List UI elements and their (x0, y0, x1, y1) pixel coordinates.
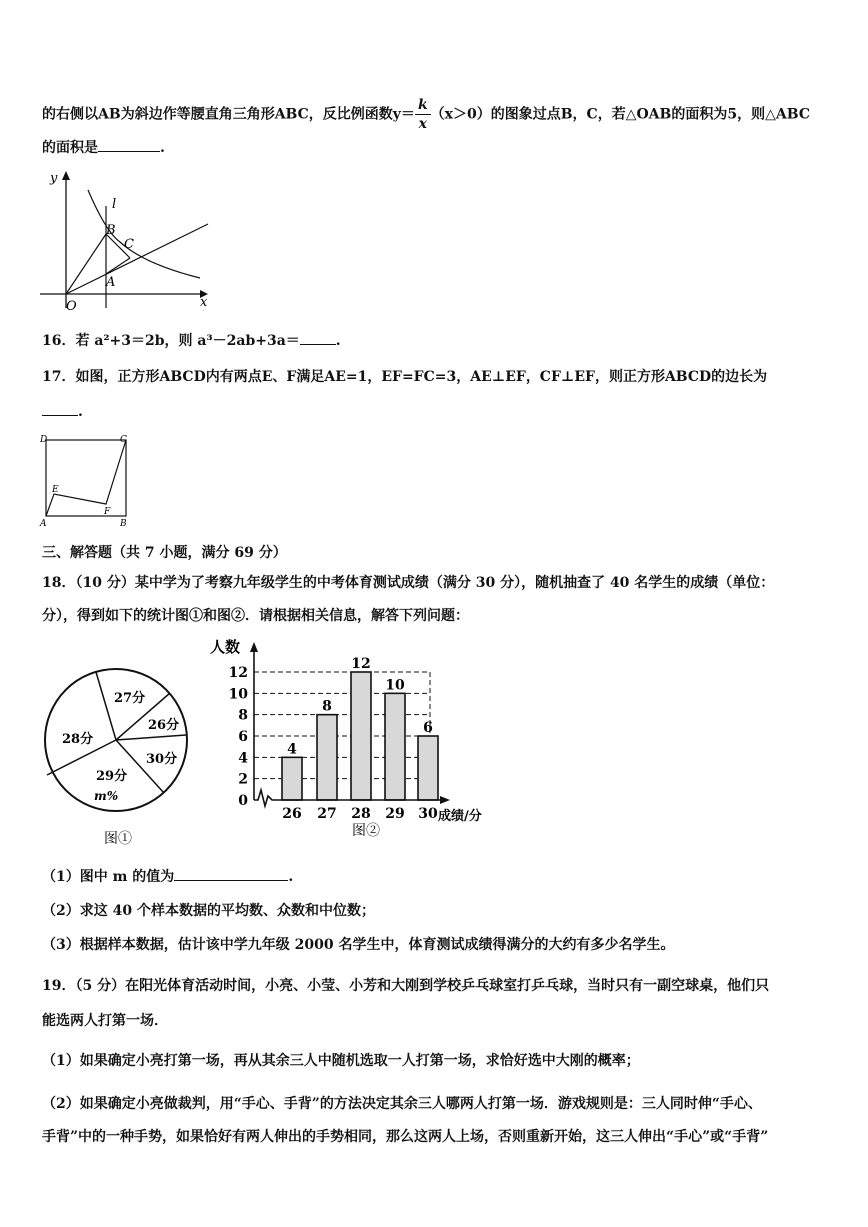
q15-line1 (42, 96, 810, 133)
q17-figure (38, 432, 138, 528)
q15-frac-num: k (415, 96, 431, 115)
label-d: D (40, 435, 48, 445)
q15-fraction (415, 96, 431, 133)
q15-answer-blank[interactable] (98, 137, 160, 152)
bar-29 (385, 693, 405, 800)
q17-line2 (42, 401, 83, 420)
q15-line1-b: （x＞0）的图象过点B，C，若△OAB的面积为5，则△ABC (430, 106, 810, 123)
bar-26 (282, 757, 302, 800)
path-aefc (46, 440, 126, 516)
bar-30 (418, 736, 438, 800)
y-tick-6: 6 (238, 729, 248, 745)
label-a: A (40, 519, 47, 528)
label-b: B (106, 223, 116, 238)
q15-line2 (42, 137, 165, 157)
bar-value-label-28: 12 (351, 656, 371, 672)
q17-line1: 17．如图，正方形ABCD内有两点E、F满足AE=1，EF=FC=3，AE⊥EF，CF⊥EF，则正方形ABCD的边长为 (42, 369, 768, 385)
label-b: B (120, 519, 127, 528)
y-tick-8: 8 (238, 707, 248, 724)
q15-figure (36, 166, 216, 314)
bar-value-label-30: 6 (423, 720, 433, 736)
x-tick-28: 28 (351, 806, 371, 822)
label-x: x (200, 295, 208, 310)
q18-part1 (42, 866, 293, 886)
bar-chart-figure2 (206, 632, 506, 844)
q19-line2: 能选两人打第一场． (42, 1013, 168, 1029)
bar-value-label-27: 8 (322, 698, 332, 715)
y-axis-arrow (250, 642, 258, 652)
pie-label-28: 28分 (62, 732, 94, 747)
y-axis-title: 人数 (210, 638, 241, 656)
y-tick-0: 0 (238, 793, 248, 809)
label-c: C (124, 237, 134, 252)
q18-part1-text: （1）图中 m 的值为 (42, 869, 175, 885)
q16-text: 16．若 a²+3＝2b，则 a³－2ab+3a＝ (42, 333, 300, 349)
q19-part1: （1）如果确定小亮打第一场，再从其余三人中随机选取一人打第一场，求恰好选中大刚的概率； (42, 1053, 640, 1069)
pie-label-27: 27分 (114, 691, 146, 706)
y-tick-10: 10 (228, 686, 248, 703)
q15-line1-a: 的右侧以AB为斜边作等腰直角三角形ABC，反比例函数y＝ (42, 106, 415, 123)
q18-line2: 分），得到如下的统计图①和图②．请根据相关信息，解答下列问题： (42, 608, 469, 624)
label-l: l (112, 197, 117, 212)
y-tick-12: 12 (228, 665, 248, 681)
q18-part1-end: . (288, 869, 294, 885)
label-f: F (104, 507, 111, 517)
pie-caption: 图① (104, 831, 132, 847)
label-a: A (106, 275, 116, 290)
label-o: O (66, 299, 77, 314)
segment-ac (106, 258, 130, 274)
q15-line2-end: . (160, 140, 165, 156)
x-tick-26: 26 (282, 806, 302, 822)
pie-label-m: m% (94, 789, 119, 803)
hyperbola-curve (88, 190, 200, 278)
bar-caption: 图② (352, 823, 380, 839)
bar-27 (317, 715, 337, 800)
x-tick-29: 29 (385, 806, 405, 822)
q19-part2-line2: 手背”中的一种手势，如果恰好有两人伸出的手势相同，那么这两人上场，否则重新开始，这三人伸出“手心”或“手背” (42, 1129, 769, 1145)
label-y: y (50, 171, 58, 186)
pie-label-26: 26分 (148, 718, 180, 733)
y-tick-4: 4 (238, 750, 248, 767)
pie-label-29: 29分 (96, 769, 128, 784)
q19-line1: 19．（5 分）在阳光体育活动时间，小亮、小莹、小芳和大刚到学校乒乓球室打乒乓球，当时只有一副空球桌，他们只 (42, 978, 770, 994)
q18-part1-blank[interactable] (174, 866, 288, 881)
pie-label-30: 30分 (146, 752, 178, 767)
q18-line1: 18．（10 分）某中学为了考察九年级学生的中考体育测试成绩（满分 30 分），随机抽查了 40 名学生的成绩（单位： (42, 575, 775, 591)
segment-ob (66, 234, 106, 294)
q16-end: . (335, 333, 341, 349)
pie-divider-3 (116, 735, 186, 740)
section-3-heading: 三、解答题（共 7 小题，满分 69 分） (42, 545, 287, 561)
bar-value-label-29: 10 (385, 677, 405, 694)
q18-part3: （3）根据样本数据，估计该中学九年级 2000 名学生中，体育测试成绩得满分的大约有多少名学生。 (42, 937, 675, 953)
label-c: C (120, 435, 127, 445)
pie-divider-1 (96, 672, 116, 740)
x-tick-30: 30 (418, 806, 438, 822)
bar-value-label-26: 4 (287, 741, 297, 758)
line-oc (66, 224, 208, 294)
pie-chart-figure1 (40, 665, 200, 855)
q15-frac-den: x (418, 116, 427, 132)
label-e: E (52, 485, 59, 495)
bar-28 (351, 672, 371, 800)
q15-line2-text: 的面积是 (42, 140, 98, 156)
x-axis-title: 成绩/分 (438, 809, 482, 824)
x-axis-arrow (440, 796, 450, 804)
q19-part2-line1: （2）如果确定小亮做裁判，用“手心、手背”的方法决定其余三人哪两人打第一场．游戏规则是：三人同时伸“手心、 (42, 1096, 762, 1112)
q16-answer-blank[interactable] (300, 330, 336, 345)
q16-line (42, 330, 341, 350)
q17-answer-blank[interactable] (42, 401, 78, 416)
y-tick-2: 2 (238, 771, 248, 788)
q18-part2: （2）求这 40 个样本数据的平均数、众数和中位数； (42, 903, 375, 919)
y-axis-arrow (62, 171, 70, 180)
q17-end: . (78, 404, 83, 420)
x-tick-27: 27 (317, 806, 337, 822)
